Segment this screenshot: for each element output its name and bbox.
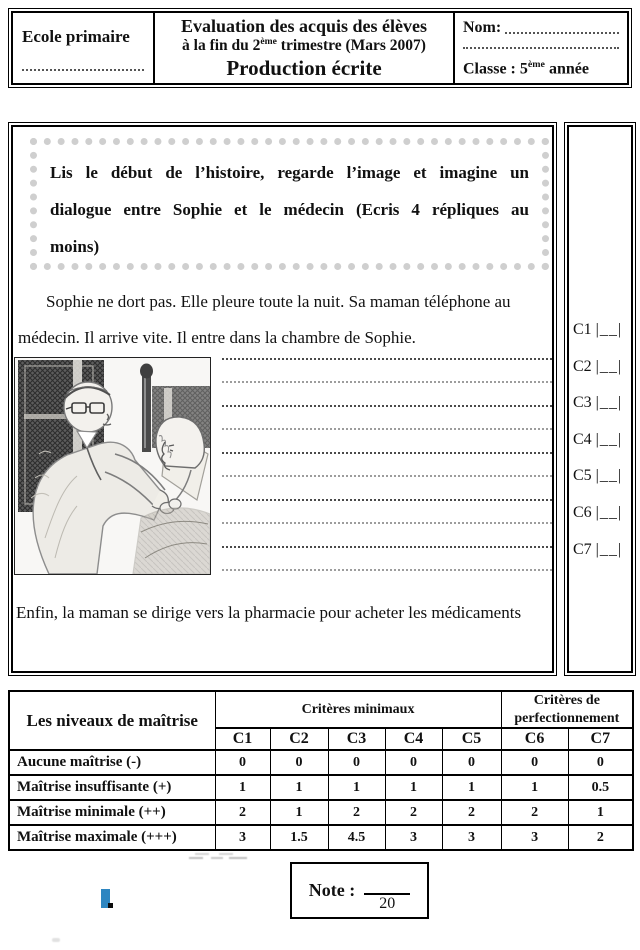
scan-smudge <box>189 853 247 861</box>
score-box: |__| <box>595 394 623 412</box>
exam-subject: Production écrite <box>226 56 382 81</box>
answer-lines <box>222 336 552 571</box>
cell-value: 0 <box>328 750 385 775</box>
criteria-score-c1: C1 |__| <box>573 321 623 338</box>
cell-value: 1 <box>501 775 568 800</box>
col-header-c1: C1 <box>215 728 270 750</box>
cell-value: 0 <box>270 750 328 775</box>
score-box: |__| <box>595 467 623 485</box>
table-row <box>9 825 633 850</box>
cell-value: 1 <box>328 775 385 800</box>
table-group-header-row <box>9 691 633 728</box>
class-label: Classe : 5ème année <box>463 58 589 77</box>
col-header-c7: C7 <box>568 728 633 750</box>
criteria-score-c4: C4 |__| <box>573 430 623 448</box>
cell-value: 0 <box>501 750 568 775</box>
cell-value: 3 <box>385 825 442 850</box>
table-row <box>9 800 633 825</box>
answer-line <box>222 524 552 548</box>
cell-value: 1 <box>385 775 442 800</box>
cell-value: 1 <box>442 775 501 800</box>
cell-value: 2 <box>568 825 633 850</box>
name-label: Nom: <box>463 19 502 36</box>
group-header-perfection: Critères de perfectionnement <box>501 691 633 728</box>
answer-line <box>222 407 552 431</box>
cell-value: 1 <box>568 800 633 825</box>
answer-line <box>222 383 552 407</box>
note-denominator: 20 <box>379 894 396 912</box>
cell-value: 1 <box>270 775 328 800</box>
answer-line <box>222 454 552 478</box>
answer-line <box>222 336 552 360</box>
story-intro-text: Sophie ne dort pas. Elle pleure toute la nuit. Sa maman téléphone au médecin. Il arrive vite. Il entre dans la chambre de Sophie. <box>18 292 511 347</box>
score-box: |__| <box>595 321 623 338</box>
score-box: |__| <box>595 540 623 558</box>
criteria-score-c6: C6 |__| <box>573 503 623 521</box>
note-label: Note : <box>308 880 356 900</box>
header-table <box>8 8 632 88</box>
school-label: Ecole primaire <box>22 27 130 46</box>
cell-value: 1 <box>215 775 270 800</box>
name-blank-line <box>505 32 619 34</box>
mastery-levels-table <box>8 690 634 851</box>
col-header-c4: C4 <box>385 728 442 750</box>
score-box: |__| <box>595 357 623 375</box>
row-label: Maîtrise maximale (+++) <box>9 825 215 850</box>
cell-value: 0 <box>385 750 442 775</box>
header-student-cell <box>455 13 627 83</box>
row-axis-label: Les niveaux de maîtrise <box>9 691 215 750</box>
score-box: |__| <box>595 503 623 521</box>
cell-value: 0 <box>215 750 270 775</box>
instruction-text: Lis le début de l’histoire, regarde l’image et imagine un dialogue entre Sophie et le médecin (Ecris 4 répliques au moins) <box>30 138 549 270</box>
cell-value: 2 <box>215 800 270 825</box>
row-label: Maîtrise minimale (++) <box>9 800 215 825</box>
row-label: Aucune maîtrise (-) <box>9 750 215 775</box>
col-header-c5: C5 <box>442 728 501 750</box>
col-header-c3: C3 <box>328 728 385 750</box>
criteria-score-c3: C3 |__| <box>573 394 623 412</box>
criteria-score-c2: C2 |__| <box>573 357 623 375</box>
story-outro-text: Enfin, la maman se dirige vers la pharmacie pour acheter les médicaments <box>16 603 522 622</box>
cell-value: 2 <box>328 800 385 825</box>
answer-line <box>222 477 552 501</box>
doctor-and-sophie-sketch-image <box>15 358 210 574</box>
row-label: Maîtrise insuffisante (+) <box>9 775 215 800</box>
scan-speck <box>52 938 60 942</box>
cell-value: 4.5 <box>328 825 385 850</box>
story-illustration <box>14 357 211 575</box>
cell-value: 0 <box>568 750 633 775</box>
criteria-score-c7: C7 |__| <box>573 540 623 558</box>
cell-value: 1.5 <box>270 825 328 850</box>
criteria-score-c5: C5 |__| <box>573 467 623 485</box>
cell-value: 2 <box>501 800 568 825</box>
cell-value: 3 <box>215 825 270 850</box>
answer-line <box>222 548 552 572</box>
note-score-box <box>290 862 429 919</box>
cell-value: 2 <box>442 800 501 825</box>
header-school-cell <box>13 13 155 83</box>
answer-line <box>222 360 552 384</box>
cell-value: 1 <box>270 800 328 825</box>
table-row <box>9 750 633 775</box>
group-header-minimal: Critères minimaux <box>215 691 501 728</box>
name-blank-line-2 <box>463 47 619 49</box>
header-title-cell <box>155 13 455 83</box>
cell-value: 3 <box>501 825 568 850</box>
cell-value: 0 <box>442 750 501 775</box>
note-fraction <box>364 884 410 912</box>
exam-title-line1: Evaluation des acquis des élèves <box>180 16 428 36</box>
score-box: |__| <box>595 430 623 448</box>
table-row <box>9 775 633 800</box>
col-header-c2: C2 <box>270 728 328 750</box>
note-blank-score-line <box>364 884 410 895</box>
cell-value: 0.5 <box>568 775 633 800</box>
cell-value: 3 <box>442 825 501 850</box>
col-header-c6: C6 <box>501 728 568 750</box>
blue-pen-mark <box>101 889 110 908</box>
answer-line <box>222 501 552 525</box>
school-blank-line <box>22 69 144 71</box>
exam-title-line2: à la fin du 2ème trimestre (Mars 2007) <box>182 36 426 55</box>
answer-line <box>222 430 552 454</box>
criteria-score-items <box>566 312 634 568</box>
cell-value: 2 <box>385 800 442 825</box>
